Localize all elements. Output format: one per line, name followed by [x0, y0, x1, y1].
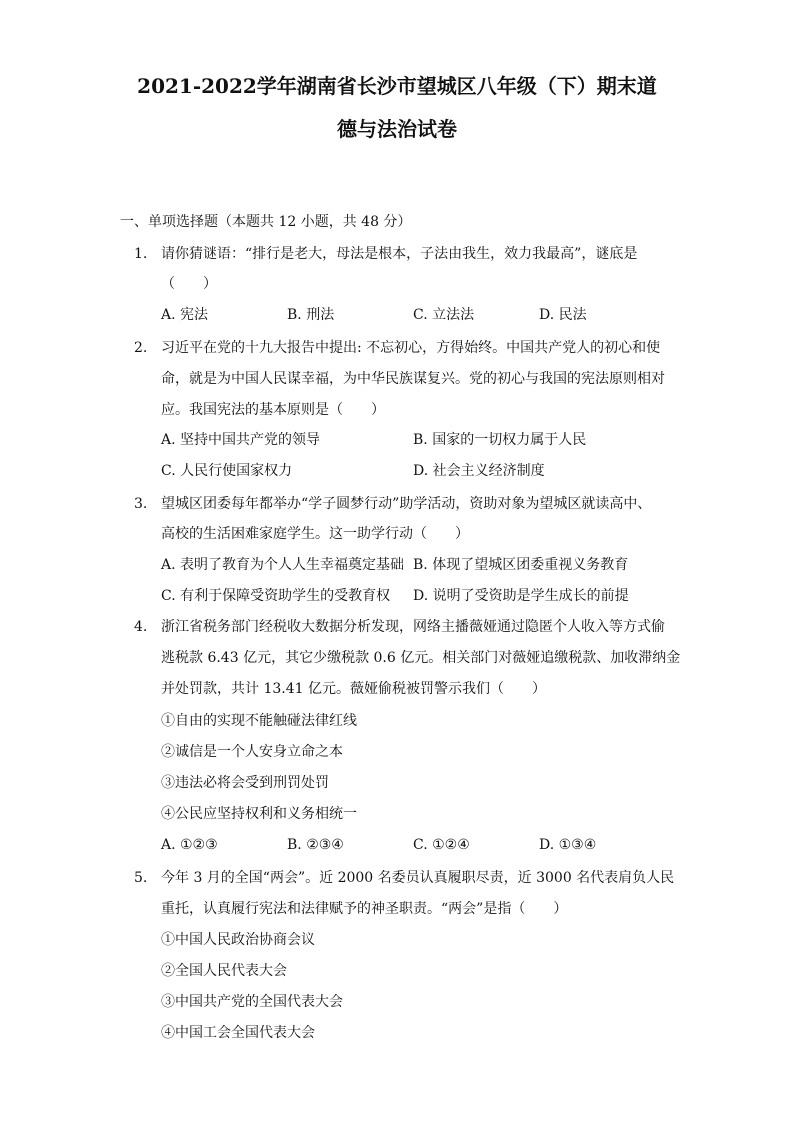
- option-a: A. 宪法: [161, 307, 209, 323]
- statement-3: ③中国共产党的全国代表大会: [161, 994, 343, 1010]
- question-text: 习近平在党的十九大报告中提出: 不忘初心，方得始终。中国共产党人的初心和使: [161, 340, 661, 356]
- question-text: 命，就是为中国人民谋幸福，为中华民族谋复兴。党的初心与我国的宪法原则相对: [161, 371, 665, 387]
- option-c: C. ①②④: [413, 837, 470, 853]
- question-text: 浙江省税务部门经税收大数据分析发现，网络主播薇娅通过隐匿个人收入等方式偷: [161, 619, 665, 635]
- question-text: 并处罚款，共计 13.41 亿元。薇娅偷税被罚警示我们（ ）: [161, 681, 546, 697]
- option-b: B. 体现了望城区团委重视义务教育: [413, 557, 629, 573]
- option-b: B. ②③④: [287, 837, 344, 853]
- question-number: 1.: [134, 246, 148, 262]
- statement-4: ④公民应坚持权利和义务相统一: [161, 806, 357, 822]
- option-d: D. 民法: [539, 307, 587, 323]
- question-number: 2.: [134, 340, 148, 356]
- page-title-line-2: 德与法治试卷: [337, 117, 457, 141]
- statement-1: ①中国人民政治协商会议: [161, 932, 315, 948]
- option-d: D. 说明了受资助是学生成长的前提: [413, 588, 629, 604]
- question-text: 逃税款 6.43 亿元，其它少缴税款 0.6 亿元。相关部门对薇娅追缴税款、加收滞纳金: [161, 650, 681, 666]
- question-text: 请你猜谜语：“排行是老大，母法是根本，子法由我生，效力我最高”，谜底是: [161, 246, 638, 262]
- option-d: D. ①③④: [539, 837, 597, 853]
- option-b: B. 国家的一切权力属于人民: [413, 432, 587, 448]
- question-number: 4.: [134, 619, 148, 635]
- question-text: 重托，认真履行宪法和法律赋予的神圣职责。“两会”是指（ ）: [161, 901, 568, 917]
- statement-2: ②诚信是一个人安身立命之本: [161, 744, 343, 760]
- statement-4: ④中国工会全国代表大会: [161, 1025, 315, 1041]
- option-b: B. 刑法: [287, 307, 335, 323]
- question-text: （ ）: [161, 276, 217, 292]
- option-d: D. 社会主义经济制度: [413, 463, 545, 479]
- option-c: C. 人民行使国家权力: [161, 463, 293, 479]
- section-heading: 一、单项选择题（本题共 12 小题，共 48 分）: [120, 214, 412, 230]
- statement-2: ②全国人民代表大会: [161, 963, 287, 979]
- question-text: 应。我国宪法的基本原则是（ ）: [161, 402, 385, 418]
- question-text: 望城区团委每年都举办“学子圆梦行动”助学活动，资助对象为望城区就读高中、: [161, 496, 652, 512]
- option-a: A. ①②③: [161, 837, 218, 853]
- question-number: 5.: [134, 870, 148, 886]
- statement-1: ①自由的实现不能触碰法律红线: [161, 713, 357, 729]
- option-a: A. 坚持中国共产党的领导: [161, 432, 321, 448]
- question-text: 今年 3 月的全国“两会”。近 2000 名委员认真履职尽责，近 3000 名代表肩负人民: [161, 870, 675, 886]
- question-text: 高校的生活困难家庭学生。这一助学行动（ ）: [161, 526, 469, 542]
- statement-3: ③违法必将会受到刑罚处罚: [161, 775, 329, 791]
- option-a: A. 表明了教育为个人人生幸福奠定基础: [161, 557, 405, 573]
- page-title-line-1: 2021-2022学年湖南省长沙市望城区八年级（下）期末道: [137, 74, 657, 98]
- option-c: C. 有利于保障受资助学生的受教育权: [161, 588, 391, 604]
- question-number: 3.: [134, 496, 148, 512]
- option-c: C. 立法法: [413, 307, 475, 323]
